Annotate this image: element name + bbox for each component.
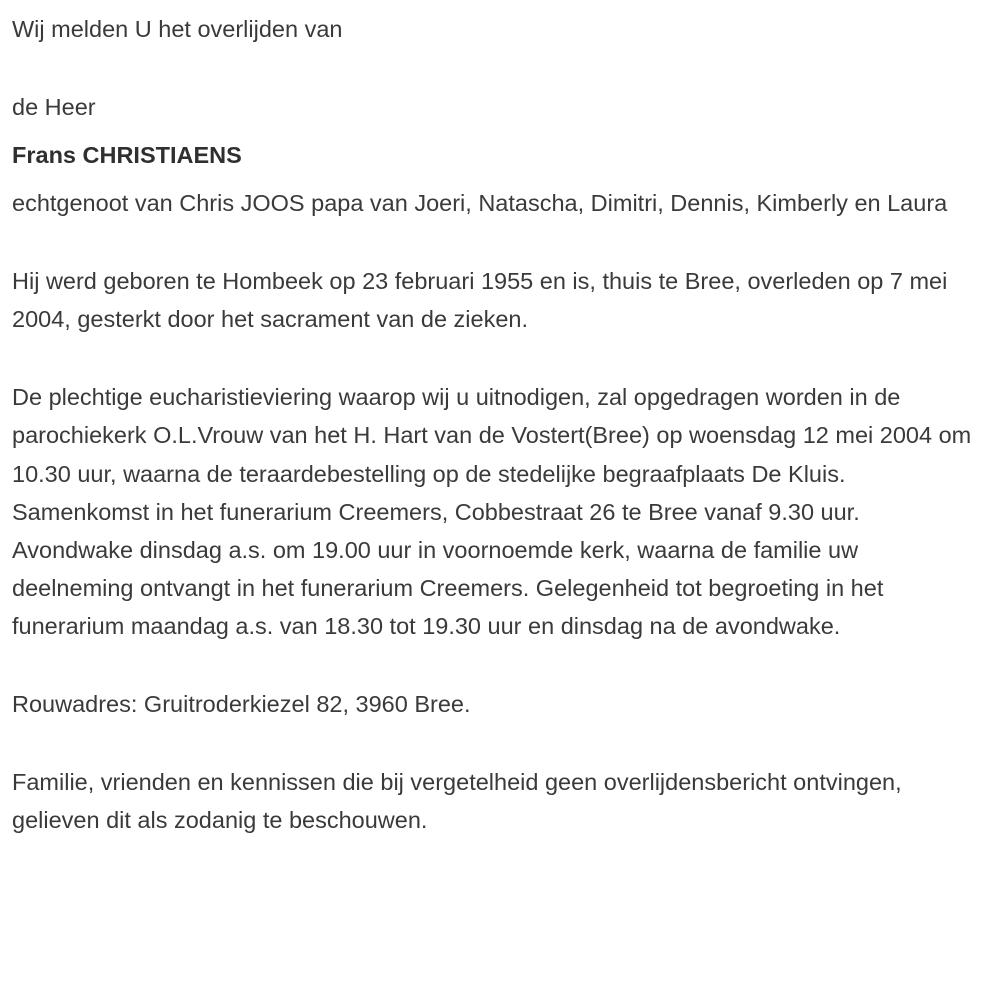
birth-death-paragraph: Hij werd geboren te Hombeek op 23 februari 1955 en is, thuis te Bree, overleden op 7 mei 2004, gesterkt door het sacrament van de zieken.	[12, 268, 948, 333]
mourning-address: Rouwadres: Gruitroderkiezel 82, 3960 Bree.	[12, 690, 471, 717]
announcement-intro: Wij melden U het overlijden van	[12, 16, 343, 42]
salutation: de Heer	[12, 94, 96, 121]
obituary-text-block	[12, 10, 986, 839]
relations-line: echtgenoot van Chris JOOS papa van Joeri, Natascha, Dimitri, Dennis, Kimberly en Laura	[12, 190, 948, 217]
service-paragraph: De plechtige eucharistieviering waarop wij u uitnodigen, zal opgedragen worden in de parochiekerk O.L.Vrouw van het H. Hart van de Vostert(Bree) op woensdag 12 mei 2004 om 10.30 uur, waarna de teraardebestelling op de stedelijke begraafplaats De Kluis. Samenkomst in het funerarium Creemers, Cobbestraat 26 te Bree vanaf 9.30 uur. Avondwake dinsdag a.s. om 19.00 uur in voornoemde kerk, waarna de familie uw deelneming ontvangt in het funerarium Creemers. Gelegenheid tot begroeting in het funerarium maandag a.s. van 18.30 tot 19.30 uur en dinsdag na de avondwake.	[12, 384, 972, 639]
closing-note: Familie, vrienden en kennissen die bij vergetelheid geen overlijdensbericht ontvingen, gelieven dit als zodanig te beschouwen.	[12, 768, 902, 833]
deceased-name: Frans CHRISTIAENS	[12, 142, 242, 169]
